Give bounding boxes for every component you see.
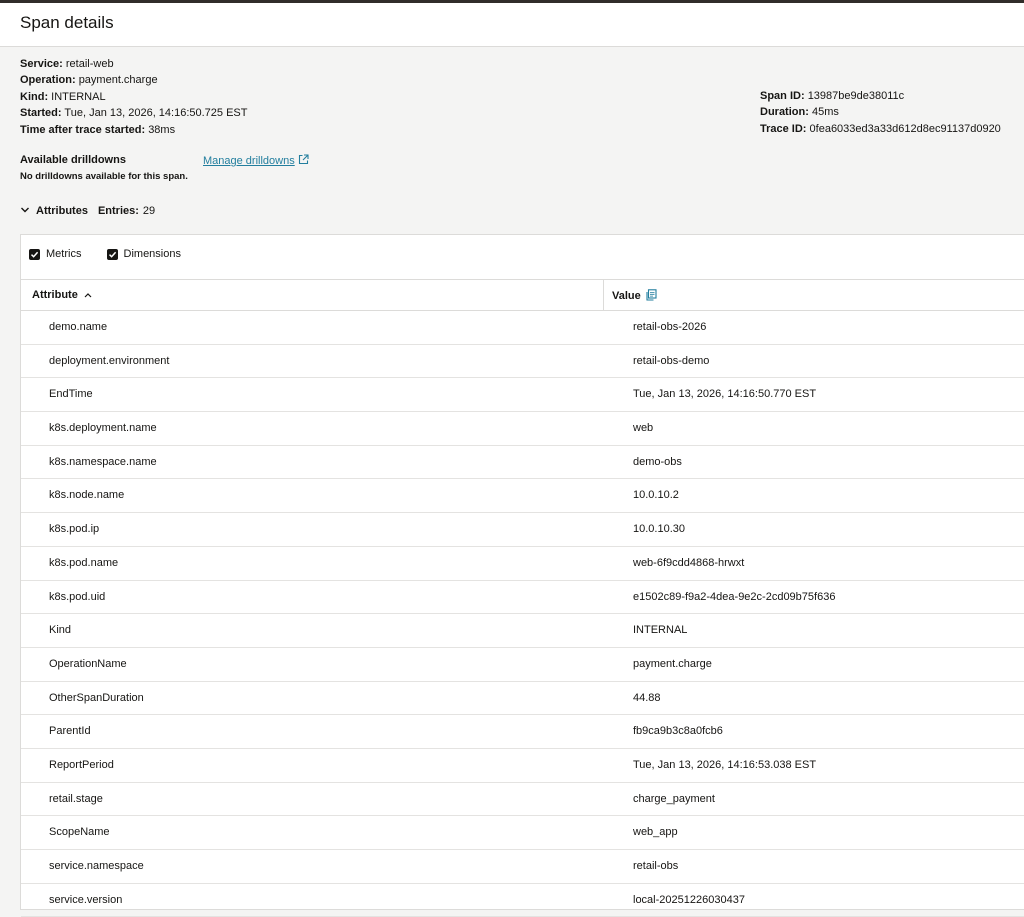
page-title: Span details [20,13,114,32]
table-row [21,614,1024,648]
attributes-panel [20,234,1024,910]
attribute-name: ReportPeriod [49,758,114,771]
table-row [21,378,1024,412]
service-label: Service: [20,58,63,70]
table-row [21,311,1024,345]
attribute-name: k8s.pod.ip [49,523,100,536]
attribute-column-label: Attribute [32,289,78,301]
checkbox-checked-icon [29,249,40,260]
dimensions-label: Dimensions [123,248,181,260]
attribute-value: web_app [633,826,678,839]
attribute-value: fb9ca9b3c8a0fcb6 [633,725,723,738]
operation-value: payment.charge [78,74,158,87]
table-row [21,345,1024,379]
manage-drilldowns-label: Manage drilldowns [203,155,295,167]
attribute-value: retail-obs-demo [633,354,710,367]
metrics-label: Metrics [46,248,82,260]
trace-id-value: 0fea6033ed3a33d612d8ec91137d0920 [809,122,1001,135]
panel-header [0,3,1024,47]
time-after-row [20,122,247,138]
drilldowns-empty-text: No drilldowns available for this span. [20,171,188,182]
table-row [21,648,1024,682]
span-summary-right [760,88,1001,137]
attribute-column-header[interactable] [32,289,92,301]
attribute-value: charge_payment [633,792,715,805]
attribute-value: INTERNAL [633,624,688,637]
attribute-value: retail-obs [633,860,679,872]
span-id-row [760,88,1001,104]
table-row [21,749,1024,783]
attribute-name: retail.stage [49,792,103,805]
started-row [20,105,247,121]
span-id-label: Span ID: [760,90,805,102]
sort-ascending-icon [84,289,92,301]
span-summary-left [20,56,247,138]
attribute-value: 44.88 [633,691,661,704]
dimensions-checkbox[interactable] [107,248,181,260]
attribute-name: service.version [49,893,123,906]
attribute-value: retail-obs-2026 [633,321,707,333]
table-row [21,884,1024,917]
checkbox-checked-icon [107,249,118,260]
attribute-name: k8s.namespace.name [49,455,157,468]
duration-row [760,104,1001,120]
attributes-toggle[interactable] [20,205,155,218]
operation-row [20,72,247,88]
entries-count: 29 [142,205,156,217]
started-label: Started: [20,107,62,120]
span-id-value: 13987be9de38011c [807,90,905,102]
service-value: retail-web [65,58,114,70]
attribute-value: demo-obs [633,455,682,468]
table-row [21,412,1024,446]
attribute-value: 10.0.10.30 [633,523,685,536]
attribute-name: Kind [49,624,72,637]
attribute-name: EndTime [49,388,93,401]
table-row [21,479,1024,513]
attribute-name: service.namespace [49,860,144,872]
table-row [21,783,1024,817]
attribute-name: deployment.environment [49,354,170,367]
attribute-name: k8s.deployment.name [49,422,157,435]
attribute-value: 10.0.10.2 [633,489,679,502]
attributes-label: Attributes [36,205,88,217]
entries-label: Entries: [97,205,139,217]
trace-id-label: Trace ID: [760,122,807,135]
column-divider [603,280,604,311]
attribute-name: k8s.pod.uid [49,590,106,603]
operation-label: Operation: [20,74,76,87]
attribute-value: Tue, Jan 13, 2026, 14:16:53.038 EST [633,758,817,771]
attribute-value: web-6f9cdd4868-hrwxt [633,556,745,569]
metrics-checkbox[interactable] [29,248,81,260]
attributes-table-body [21,311,1024,917]
trace-id-row [760,121,1001,137]
attribute-name: OperationName [49,657,127,670]
kind-row [20,89,247,105]
manage-drilldowns-link[interactable] [203,154,309,168]
attribute-filters [29,248,203,263]
duration-label: Duration: [760,106,809,119]
attribute-value: web [633,422,654,435]
table-row [21,446,1024,480]
attribute-value: payment.charge [633,657,712,670]
drilldowns-title: Available drilldowns [20,154,126,166]
attribute-name: k8s.node.name [49,489,125,502]
started-value: Tue, Jan 13, 2026, 14:16:50.725 EST [64,107,248,120]
time-after-label: Time after trace started: [20,123,146,136]
table-header [21,279,1024,311]
attribute-name: OtherSpanDuration [49,691,144,704]
chevron-down-icon [20,205,30,218]
value-column-header [612,289,657,304]
copy-icon[interactable] [645,289,657,304]
attribute-name: demo.name [49,321,108,333]
attribute-value: Tue, Jan 13, 2026, 14:16:50.770 EST [633,388,817,401]
external-link-icon [298,154,309,168]
attribute-value: local-20251226030437 [633,893,745,906]
table-row [21,581,1024,615]
table-row [21,715,1024,749]
table-row [21,682,1024,716]
kind-label: Kind: [20,90,49,103]
attribute-value: e1502c89-f9a2-4dea-9e2c-2cd09b75f636 [633,590,836,603]
attribute-name: ParentId [49,725,91,738]
service-row [20,56,247,72]
table-row [21,850,1024,884]
kind-value: INTERNAL [51,90,106,103]
time-after-value: 38ms [148,123,176,136]
table-row [21,513,1024,547]
duration-value: 45ms [811,106,839,119]
table-row [21,816,1024,850]
attribute-name: k8s.pod.name [49,556,119,569]
attribute-name: ScopeName [49,826,110,839]
value-column-label: Value [612,290,641,302]
table-row [21,547,1024,581]
